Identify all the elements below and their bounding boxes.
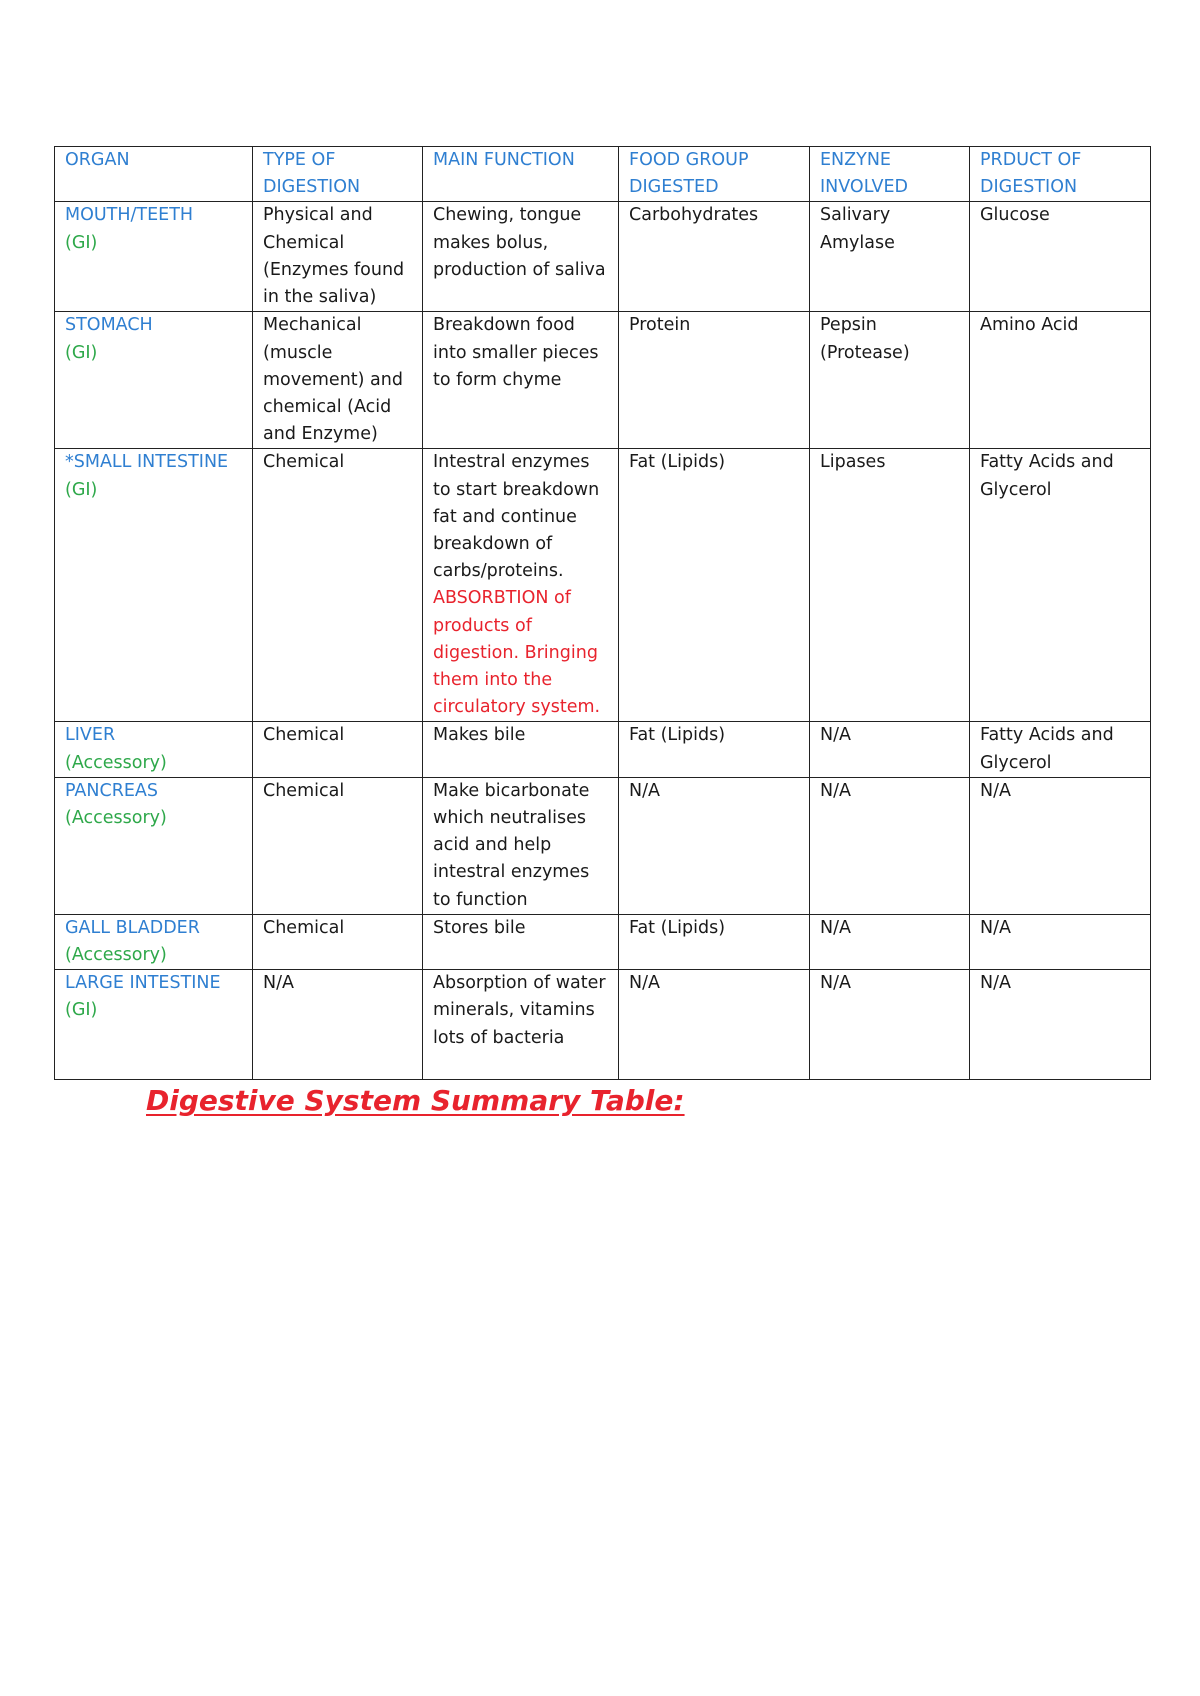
food-group-cell: N/A: [619, 970, 810, 1080]
function-text: Absorption of water minerals, vitamins lots of bacteria: [433, 973, 606, 1048]
type-cell: Physical and Chemical (Enzymes found in the saliva): [253, 202, 423, 312]
table-row: [55, 914, 1151, 969]
organ-name: STOMACH: [65, 315, 153, 336]
product-cell: Amino Acid: [970, 312, 1151, 449]
organ-tag: (Accessory): [65, 945, 167, 966]
type-cell: Mechanical (muscle movement) and chemical (Acid and Enzyme): [253, 312, 423, 449]
header-product: PRDUCT OF DIGESTION: [970, 147, 1151, 202]
enzyme-cell: Lipases: [810, 449, 970, 722]
header-type-of-digestion: TYPE OF DIGESTION: [253, 147, 423, 202]
product-cell: N/A: [970, 970, 1151, 1080]
function-cell: [423, 722, 619, 777]
product-cell: N/A: [970, 914, 1151, 969]
table-row: [55, 202, 1151, 312]
organ-name: PANCREAS: [65, 780, 159, 801]
type-cell: Chemical: [253, 777, 423, 914]
function-cell: [423, 970, 619, 1080]
organ-cell: [55, 914, 253, 969]
organ-name: MOUTH/TEETH: [65, 205, 194, 226]
type-cell: N/A: [253, 970, 423, 1080]
food-group-cell: Fat (Lipids): [619, 449, 810, 722]
food-group-cell: Carbohydrates: [619, 202, 810, 312]
header-main-function: MAIN FUNCTION: [423, 147, 619, 202]
organ-tag: (Accessory): [65, 808, 167, 829]
function-text: Intestral enzymes to start breakdown fat and continue breakdown of carbs/proteins.: [433, 452, 600, 582]
organ-name: LARGE INTESTINE: [65, 973, 221, 994]
food-group-cell: Protein: [619, 312, 810, 449]
table-row: [55, 722, 1151, 777]
enzyme-cell: N/A: [810, 722, 970, 777]
header-organ: ORGAN: [55, 147, 253, 202]
function-text: Breakdown food into smaller pieces to form chyme: [433, 315, 599, 390]
function-cell: [423, 777, 619, 914]
product-cell: Fatty Acids and Glycerol: [970, 449, 1151, 722]
product-cell: Glucose: [970, 202, 1151, 312]
type-cell: Chemical: [253, 914, 423, 969]
organ-cell: [55, 777, 253, 914]
function-cell: [423, 312, 619, 449]
organ-tag: (GI): [65, 232, 98, 253]
enzyme-cell: N/A: [810, 777, 970, 914]
food-group-cell: Fat (Lipids): [619, 722, 810, 777]
table-row: [55, 312, 1151, 449]
table-row: [55, 970, 1151, 1080]
product-cell: Fatty Acids and Glycerol: [970, 722, 1151, 777]
organ-tag: (Accessory): [65, 752, 167, 773]
organ-name: *SMALL INTESTINE: [65, 452, 229, 473]
food-group-cell: Fat (Lipids): [619, 914, 810, 969]
organ-tag: (GI): [65, 342, 98, 363]
function-text: Makes bile: [433, 725, 526, 746]
organ-name: LIVER: [65, 725, 116, 746]
organ-cell: [55, 449, 253, 722]
food-group-cell: N/A: [619, 777, 810, 914]
function-cell: [423, 449, 619, 722]
enzyme-cell: Salivary Amylase: [810, 202, 970, 312]
header-row: [55, 147, 1151, 202]
table-row: [55, 449, 1151, 722]
table-row: [55, 777, 1151, 914]
enzyme-cell: Pepsin (Protease): [810, 312, 970, 449]
type-cell: Chemical: [253, 722, 423, 777]
header-food-group: FOOD GROUP DIGESTED: [619, 147, 810, 202]
organ-cell: [55, 970, 253, 1080]
enzyme-cell: N/A: [810, 914, 970, 969]
function-text: Make bicarbonate which neutralises acid and help intestral enzymes to function: [433, 780, 590, 910]
organ-cell: [55, 312, 253, 449]
organ-cell: [55, 722, 253, 777]
function-absorption-note: ABSORBTION of products of digestion. Bringing them into the circulatory system.: [433, 588, 601, 718]
page-title: Digestive System Summary Table:: [146, 1084, 685, 1117]
function-cell: [423, 914, 619, 969]
function-text: Chewing, tongue makes bolus, production of saliva: [433, 205, 606, 280]
function-text: Stores bile: [433, 917, 526, 938]
header-enzyme: ENZYNE INVOLVED: [810, 147, 970, 202]
type-cell: Chemical: [253, 449, 423, 722]
product-cell: N/A: [970, 777, 1151, 914]
digestive-summary-table: [54, 146, 1151, 1080]
organ-name: GALL BLADDER: [65, 917, 200, 938]
organ-tag: (GI): [65, 479, 98, 500]
function-cell: [423, 202, 619, 312]
enzyme-cell: N/A: [810, 970, 970, 1080]
organ-tag: (GI): [65, 1000, 98, 1021]
organ-cell: [55, 202, 253, 312]
